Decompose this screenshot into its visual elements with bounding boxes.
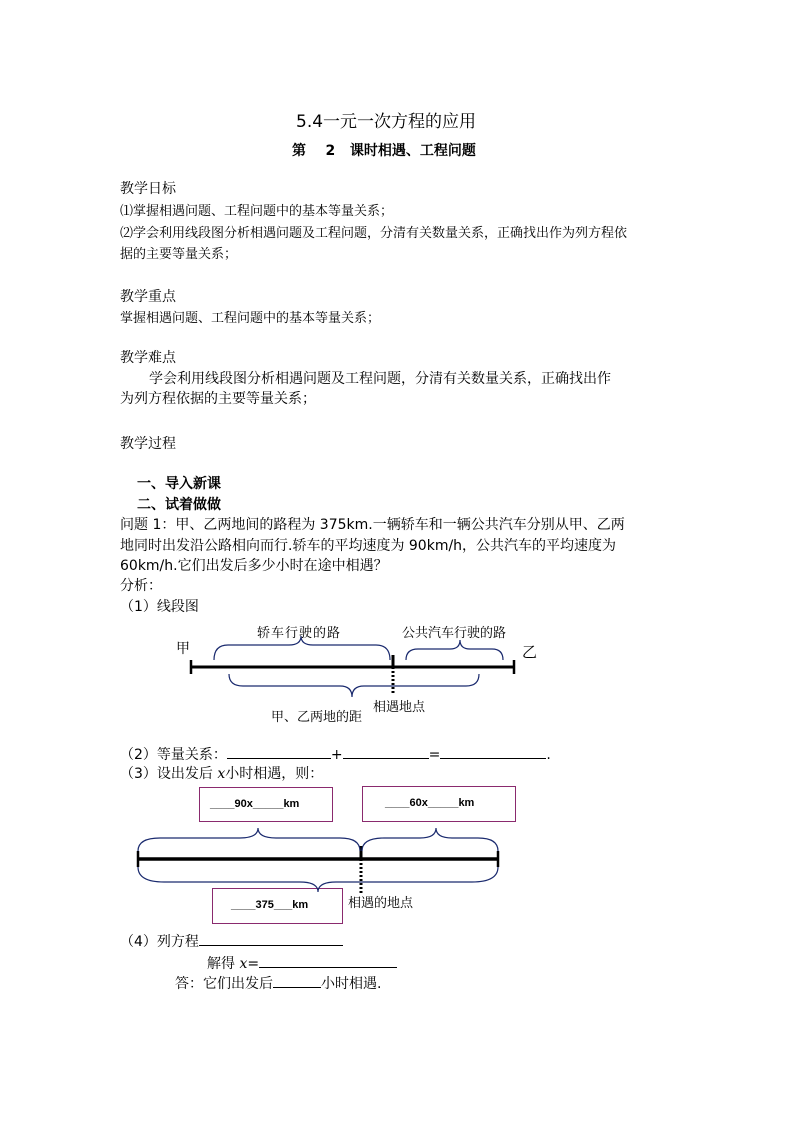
objective-item-1: ⑴掌握相遇问题、工程问题中的基本等量关系； [120, 204, 394, 219]
meeting-point-label: 相遇地点 [373, 700, 426, 715]
difficulties-line-1: 学会利用线段图分析相遇问题及工程问题，分清有关数量关系，正确找出作 [149, 371, 611, 387]
bus-distance-blank-mid: _____ [427, 797, 459, 809]
process-step-1: 一、导入新课 [137, 476, 221, 492]
car-distance-blank-pre: ____ [210, 798, 235, 810]
objective-item-2-line-2: 据的主要等量关系； [120, 247, 238, 262]
problem-line-2: 地同时出发沿公路相向而行.轿车的平均速度为 90km/h，公共汽车的平均速度为 [120, 538, 617, 554]
part-3-suffix: 小时相遇，则： [225, 766, 324, 782]
solve-line [207, 953, 397, 974]
answer-line [175, 973, 381, 994]
page-title: 5.4一元一次方程的应用 [296, 112, 477, 132]
bus-distance-value: 60x [409, 797, 428, 809]
car-distance-blank-mid: _____ [252, 798, 284, 810]
equation-blank [199, 931, 343, 946]
answer-blank [273, 973, 321, 988]
solve-equals: = [247, 956, 260, 972]
answer-suffix: 小时相遇. [321, 976, 382, 992]
total-distance-value: 375 [255, 899, 274, 911]
key-points-heading: 教学重点 [120, 289, 176, 305]
key-points-text: 掌握相遇问题、工程问题中的基本等量关系； [120, 311, 381, 326]
bus-route-label: 公共汽车行驶的路 [402, 626, 507, 641]
part-4-line [120, 931, 343, 952]
period: . [546, 747, 551, 763]
total-distance-blank-pre: ____ [231, 899, 256, 911]
part-3-prefix: （3）设出发后 [120, 766, 218, 782]
answer-prefix: 答：它们出发后 [175, 976, 273, 992]
objectives-heading: 教学日标 [120, 181, 176, 197]
total-distance-blank-mid: ___ [273, 899, 293, 911]
solve-prefix: 解得 [207, 956, 240, 972]
problem-line-3: 60km/h.它们出发后多少小时在途中相遇？ [120, 558, 388, 574]
solve-variable-x: x [239, 956, 248, 972]
process-heading: 教学过程 [120, 436, 176, 452]
bus-brace-2 [362, 828, 498, 851]
objective-item-2-line-1: ⑵学会利用线段图分析相遇问题及工程问题，分清有关数量关系，正确找出作为列方程依 [120, 226, 628, 241]
car-route-label: 轿车行驶的路 [257, 626, 342, 641]
problem-line-1: 问题 1：甲、乙两地间的路程为 375km.一辆轿车和一辆公共汽车分别从甲、乙两 [120, 517, 625, 533]
total-distance-unit: km [292, 899, 309, 911]
lesson-subtitle: 第 2 课时相遇、工程问题 [292, 143, 476, 159]
solution-blank [259, 953, 397, 968]
difficulties-line-2: 为列方程依据的主要等量关系； [120, 391, 316, 407]
variable-x: x [217, 766, 226, 782]
plus-sign: + [330, 747, 343, 763]
bus-distance-blank-pre: ____ [385, 797, 410, 809]
car-brace-2 [138, 828, 360, 851]
car-distance-value: 90x [234, 798, 253, 810]
difficulties-heading: 教学难点 [120, 350, 176, 366]
process-step-2: 二、试着做做 [137, 497, 221, 513]
total-brace-2 [138, 867, 498, 892]
analysis-label: 分析： [120, 578, 162, 594]
meeting-point-label-2: 相遇的地点 [348, 896, 414, 911]
bus-distance-unit: km [458, 797, 475, 809]
total-distance-label: 甲、乙两地的距 [271, 710, 363, 725]
part-2-label: （2）等量关系： [120, 747, 227, 763]
part-1-label: （1）线段图 [120, 599, 199, 615]
car-distance-unit: km [283, 798, 300, 810]
equals-sign: = [428, 747, 441, 763]
point-a-label: 甲 [176, 641, 190, 657]
part-4-label: （4）列方程 [120, 934, 199, 950]
point-b-label: 乙 [522, 643, 538, 661]
